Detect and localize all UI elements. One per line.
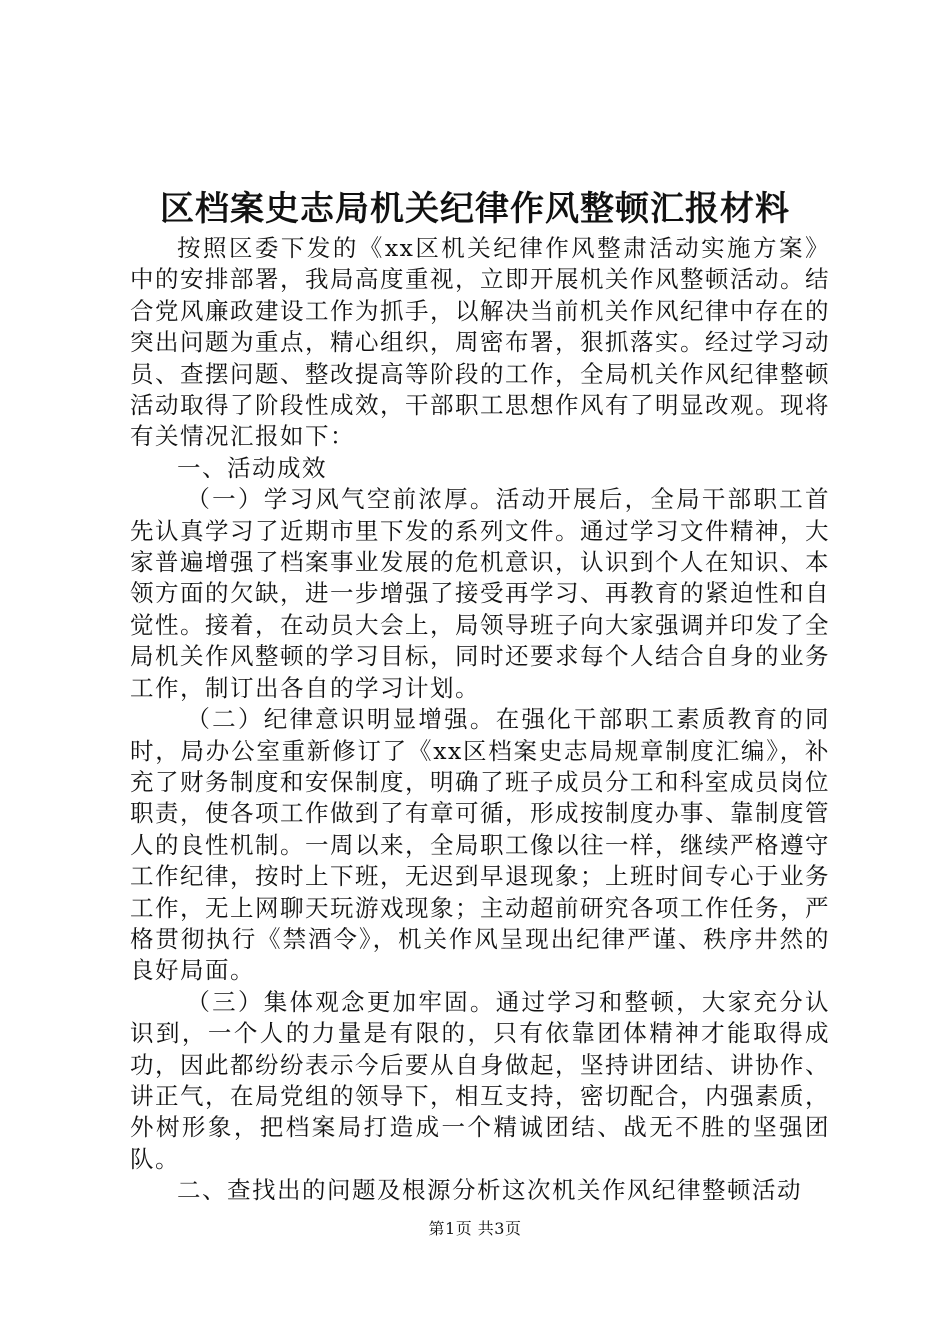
section-heading-achievements: 一、活动成效 xyxy=(177,453,327,482)
subsection-paragraph-3: （三）集体观念更加牢固。通过学习和整顿，大家充分认识到，一个人的力量是有限的，只有依靠团体精神才能取得成功，因此都纷纷表示今后要从自身做起，坚持讲团结、讲协作、讲正气，在局党组的领导下，相互支持，密切配合，内强素质，外树形象，把档案局打造成一个精诚团结、战无不胜的坚强团队。 xyxy=(130,987,830,1173)
section-heading-problems: 二、查找出的问题及根源分析这次机关作风纪律整顿活动 xyxy=(177,1176,802,1205)
subsection-paragraph-1: （一）学习风气空前浓厚。活动开展后，全局干部职工首先认真学习了近期市里下发的系列文件。通过学习文件精神，大家普遍增强了档案事业发展的危机意识，认识到个人在知识、本领方面的欠缺，进一步增强了接受再学习、再教育的紧迫性和自觉性。接着，在动员大会上，局领导班子向大家强调并印发了全局机关作风整顿的学习目标，同时还要求每个人结合自身的业务工作，制订出各自的学习计划。 xyxy=(130,485,830,702)
document-body xyxy=(130,233,830,1207)
subsection-paragraph-2: （二）纪律意识明显增强。在强化干部职工素质教育的同时，局办公室重新修订了《xx区档案史志局规章制度汇编》，补充了财务制度和安保制度，明确了班子成员分工和科室成员岗位职责，使各项工作做到了有章可循，形成按制度办事、靠制度管人的良性机制。一周以来，全局职工像以往一样，继续严格遵守工作纪律，按时上下班，无迟到早退现象；上班时间专心于业务工作，无上网聊天玩游戏现象；主动超前研究各项工作任务，严格贯彻执行《禁酒令》，机关作风呈现出纪律严谨、秩序井然的良好局面。 xyxy=(130,705,830,985)
intro-paragraph: 按照区委下发的《xx区机关纪律作风整肃活动实施方案》中的安排部署，我局高度重视，立即开展机关作风整顿活动。结合党风廉政建设工作为抓手，以解决当前机关作风纪律中存在的突出问题为重点，精心组织，周密布署，狠抓落实。经过学习动员、查摆问题、整改提高等阶段的工作，全局机关作风纪律整顿活动取得了阶段性成效，干部职工思想作风有了明显改观。现将有关情况汇报如下： xyxy=(130,234,830,451)
document-title: 区档案史志局机关纪律作风整顿汇报材料 xyxy=(160,189,790,229)
page-footer: 第1页 共3页 xyxy=(428,1219,522,1238)
